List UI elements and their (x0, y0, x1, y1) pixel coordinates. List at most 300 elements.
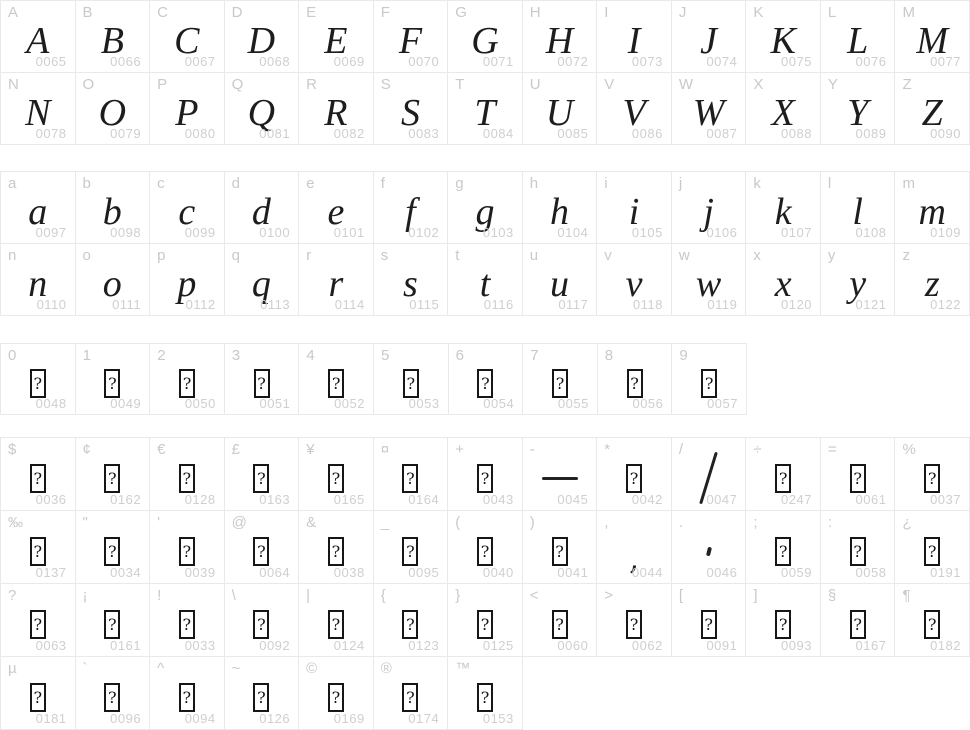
glyph-cell-0077 (895, 1, 970, 73)
script-letter-glyph: h (550, 190, 570, 233)
glyph-cell-0181 (1, 657, 76, 730)
glyph-cell-0087 (672, 73, 747, 145)
cell-character-label: k (753, 175, 761, 192)
cell-character-label: 6 (455, 347, 464, 364)
missing-glyph-box-icon: ? (924, 464, 940, 493)
missing-glyph-box-icon: ? (403, 369, 419, 398)
cell-character-label: - (529, 441, 535, 458)
glyph-cell-0113 (225, 244, 300, 316)
missing-glyph-box-icon: ? (402, 610, 418, 639)
cell-character-label: ~ (231, 660, 241, 677)
cell-unicode-decimal-code: 0094 (184, 711, 216, 726)
glyph-cell-0044 (597, 511, 672, 584)
cell-character-label: h (529, 175, 539, 192)
glyph-cell-0114 (299, 244, 374, 316)
cell-character-label: ¡ (82, 587, 88, 604)
cell-character-label: V (604, 76, 615, 93)
cell-unicode-decimal-code: 0112 (185, 297, 216, 312)
cell-unicode-decimal-code: 0118 (632, 297, 663, 312)
cell-unicode-decimal-code: 0073 (631, 54, 663, 69)
cell-unicode-decimal-code: 0083 (408, 126, 440, 141)
cell-character-label: 4 (306, 347, 315, 364)
cell-unicode-decimal-code: 0106 (706, 225, 738, 240)
cell-unicode-decimal-code: 0044 (631, 565, 663, 580)
glyph-cell-0045 (523, 438, 598, 511)
glyph-cell-0086 (597, 73, 672, 145)
missing-glyph-box-icon: ? (552, 537, 568, 566)
missing-glyph-box-icon: ? (701, 610, 717, 639)
glyph-cell-0049 (76, 344, 151, 415)
glyph-cell-0093 (746, 584, 821, 657)
missing-glyph-box-icon: ? (626, 464, 642, 493)
glyph-cell-0043 (448, 438, 523, 511)
cell-unicode-decimal-code: 0048 (35, 396, 67, 411)
cell-unicode-decimal-code: 0120 (781, 297, 812, 312)
script-letter-glyph: F (398, 19, 423, 62)
glyph-block-uppercase (0, 0, 970, 145)
cell-unicode-decimal-code: 0111 (112, 297, 142, 312)
cell-unicode-decimal-code: 0057 (707, 396, 738, 411)
cell-character-label: + (455, 441, 464, 458)
script-letter-glyph: Q (247, 91, 276, 134)
glyph-cell-0119 (672, 244, 747, 316)
cell-unicode-decimal-code: 0055 (557, 396, 589, 411)
glyph-cell-0068 (225, 1, 300, 73)
cell-unicode-decimal-code: 0042 (631, 492, 663, 507)
cell-unicode-decimal-code: 0067 (184, 54, 216, 69)
glyph-cell-0038 (299, 511, 374, 584)
cell-character-label: g (455, 175, 464, 192)
cell-character-label: 5 (380, 347, 390, 364)
cell-unicode-decimal-code: 0066 (110, 54, 142, 69)
glyph-cell-0169 (299, 657, 374, 730)
glyph-cell-0051 (225, 344, 300, 415)
cell-unicode-decimal-code: 0128 (184, 492, 216, 507)
glyph-cell-0039 (150, 511, 225, 584)
missing-glyph-box-icon: ? (552, 369, 568, 398)
glyph-cell-0105 (597, 172, 672, 244)
cell-unicode-decimal-code: 0169 (333, 711, 365, 726)
glyph-cell-0101 (299, 172, 374, 244)
glyph-cell-0126 (225, 657, 300, 730)
comma-glyph: , (628, 538, 640, 577)
script-letter-glyph: d (251, 190, 271, 233)
glyph-cell-0111 (76, 244, 151, 316)
glyph-cell-0153 (448, 657, 523, 730)
glyph-cell-0091 (672, 584, 747, 657)
cell-character-label: ¢ (82, 441, 91, 458)
cell-unicode-decimal-code: 0082 (333, 126, 365, 141)
cell-unicode-decimal-code: 0117 (558, 297, 589, 312)
cell-character-label: F (380, 4, 390, 21)
glyph-cell-0137 (1, 511, 76, 584)
glyph-cell-0124 (299, 584, 374, 657)
cell-unicode-decimal-code: 0036 (35, 492, 67, 507)
glyph-cell-0076 (821, 1, 896, 73)
script-letter-glyph: V (622, 91, 646, 134)
cell-character-label: $ (8, 441, 17, 458)
glyph-cell-0064 (225, 511, 300, 584)
cell-character-label: 3 (231, 347, 241, 364)
cell-unicode-decimal-code: 0039 (184, 565, 216, 580)
cell-character-label: % (902, 441, 916, 458)
cell-character-label: G (455, 4, 467, 21)
missing-glyph-box-icon: ? (179, 464, 195, 493)
script-letter-glyph: D (247, 19, 276, 62)
cell-character-label: ^ (157, 660, 165, 677)
cell-unicode-decimal-code: 0064 (259, 565, 291, 580)
cell-unicode-decimal-code: 0093 (781, 638, 812, 653)
cell-character-label: * (604, 441, 611, 458)
glyph-cell-0078 (1, 73, 76, 145)
cell-character-label: = (827, 441, 837, 458)
glyph-cell-0125 (448, 584, 523, 657)
cell-unicode-decimal-code: 0052 (334, 396, 365, 411)
cell-character-label: 9 (679, 347, 688, 364)
cell-unicode-decimal-code: 0164 (408, 492, 440, 507)
cell-unicode-decimal-code: 0046 (706, 565, 738, 580)
cell-unicode-decimal-code: 0099 (184, 225, 216, 240)
missing-glyph-box-icon: ? (328, 464, 344, 493)
cell-unicode-decimal-code: 0037 (930, 492, 961, 507)
glyph-cell-0067 (150, 1, 225, 73)
glyph-cell-0073 (597, 1, 672, 73)
cell-character-label: m (902, 175, 915, 192)
cell-unicode-decimal-code: 0097 (35, 225, 67, 240)
missing-glyph-box-icon: ? (477, 610, 493, 639)
cell-character-label: @ (231, 514, 247, 531)
cell-character-label: A (8, 4, 19, 21)
cell-unicode-decimal-code: 0247 (781, 492, 812, 507)
glyph-cell-0070 (374, 1, 449, 73)
cell-character-label: j (678, 175, 683, 192)
cell-unicode-decimal-code: 0104 (557, 225, 589, 240)
missing-glyph-box-icon: ? (775, 610, 791, 639)
missing-glyph-box-icon: ? (30, 464, 46, 493)
cell-unicode-decimal-code: 0049 (110, 396, 142, 411)
cell-unicode-decimal-code: 0059 (781, 565, 812, 580)
missing-glyph-box-icon: ? (253, 537, 269, 566)
missing-glyph-box-icon: ? (477, 537, 493, 566)
missing-glyph-box-icon: ? (104, 683, 120, 712)
glyph-cell-0097 (1, 172, 76, 244)
glyph-cell-0080 (150, 73, 225, 145)
cell-unicode-decimal-code: 0162 (110, 492, 142, 507)
script-letter-glyph: a (28, 190, 48, 233)
missing-glyph-box-icon: ? (179, 610, 195, 639)
cell-character-label: i (604, 175, 608, 192)
missing-glyph-box-icon: ? (253, 464, 269, 493)
script-letter-glyph: R (324, 91, 348, 134)
glyph-cell-0084 (448, 73, 523, 145)
glyph-cell-0128 (150, 438, 225, 511)
cell-unicode-decimal-code: 0058 (855, 565, 887, 580)
cell-unicode-decimal-code: 0125 (482, 638, 514, 653)
glyph-cell-0056 (598, 344, 673, 415)
cell-character-label: { (380, 587, 386, 604)
glyph-cell-0033 (150, 584, 225, 657)
glyph-cell-0121 (821, 244, 896, 316)
glyph-cell-0062 (597, 584, 672, 657)
cell-unicode-decimal-code: 0038 (333, 565, 365, 580)
glyph-cell-0047 (672, 438, 747, 511)
missing-glyph-box-icon: ? (477, 464, 493, 493)
script-letter-glyph: i (628, 190, 640, 233)
cell-unicode-decimal-code: 0121 (855, 297, 887, 312)
cell-unicode-decimal-code: 0105 (631, 225, 663, 240)
glyph-cell-0182 (895, 584, 970, 657)
missing-glyph-box-icon: ? (104, 537, 120, 566)
glyph-cell-0041 (523, 511, 598, 584)
missing-glyph-box-icon: ? (850, 464, 866, 493)
glyph-cell-0165 (299, 438, 374, 511)
cell-character-label: \ (231, 587, 236, 604)
glyph-cell-0053 (374, 344, 449, 415)
cell-unicode-decimal-code: 0182 (930, 638, 961, 653)
cell-unicode-decimal-code: 0076 (855, 54, 887, 69)
script-letter-glyph: c (178, 190, 196, 233)
missing-glyph-box-icon: ? (775, 537, 791, 566)
cell-character-label: / (678, 441, 684, 458)
missing-glyph-box-icon: ? (30, 369, 46, 398)
period-glyph (706, 546, 712, 556)
cell-unicode-decimal-code: 0056 (632, 396, 664, 411)
cell-character-label: 8 (604, 347, 614, 364)
cell-character-label: e (306, 175, 315, 192)
glyph-cell-0071 (448, 1, 523, 73)
glyph-cell-0162 (76, 438, 151, 511)
missing-glyph-box-icon: ? (850, 610, 866, 639)
cell-unicode-decimal-code: 0075 (781, 54, 812, 69)
cell-unicode-decimal-code: 0084 (482, 126, 514, 141)
cell-character-label: B (82, 4, 93, 21)
script-letter-glyph: W (692, 91, 725, 134)
script-letter-glyph: T (474, 91, 496, 134)
cell-character-label: w (678, 247, 690, 264)
cell-unicode-decimal-code: 0043 (482, 492, 514, 507)
glyph-cell-0122 (895, 244, 970, 316)
cell-character-label: ¿ (902, 514, 912, 531)
glyph-cell-0163 (225, 438, 300, 511)
glyph-cell-0110 (1, 244, 76, 316)
cell-unicode-decimal-code: 0137 (35, 565, 67, 580)
cell-unicode-decimal-code: 0089 (855, 126, 887, 141)
missing-glyph-box-icon: ? (850, 537, 866, 566)
script-letter-glyph: U (545, 91, 574, 134)
cell-unicode-decimal-code: 0126 (259, 711, 291, 726)
cell-character-label: _ (380, 514, 390, 531)
script-letter-glyph: k (774, 190, 792, 233)
missing-glyph-box-icon: ? (30, 537, 46, 566)
missing-glyph-box-icon: ? (626, 610, 642, 639)
cell-character-label: q (231, 247, 240, 264)
missing-glyph-box-icon: ? (328, 369, 344, 398)
cell-character-label: M (902, 4, 915, 21)
cell-character-label: W (678, 76, 694, 93)
cell-character-label: D (231, 4, 243, 21)
cell-unicode-decimal-code: 0091 (706, 638, 738, 653)
cell-character-label: & (306, 514, 317, 531)
cell-unicode-decimal-code: 0088 (781, 126, 812, 141)
cell-unicode-decimal-code: 0098 (110, 225, 142, 240)
glyph-cell-0095 (374, 511, 449, 584)
cell-unicode-decimal-code: 0085 (557, 126, 589, 141)
cell-character-label: ; (753, 514, 758, 531)
cell-unicode-decimal-code: 0101 (333, 225, 365, 240)
cell-character-label: n (8, 247, 17, 264)
cell-character-label: ¥ (306, 441, 315, 458)
cell-character-label: > (604, 587, 614, 604)
cell-character-label: p (157, 247, 166, 264)
glyph-cell-0050 (150, 344, 225, 415)
cell-character-label: : (827, 514, 833, 531)
cell-character-label: s (380, 247, 389, 264)
glyph-cell-0083 (374, 73, 449, 145)
glyph-cell-0102 (374, 172, 449, 244)
cell-character-label: ( (455, 514, 461, 531)
missing-glyph-box-icon: ? (104, 610, 120, 639)
cell-character-label: § (827, 587, 837, 604)
script-letter-glyph: y (849, 262, 867, 305)
glyph-cell-0094 (150, 657, 225, 730)
cell-unicode-decimal-code: 0086 (631, 126, 663, 141)
cell-character-label: [ (678, 587, 684, 604)
cell-character-label: c (157, 175, 165, 192)
script-letter-glyph: L (847, 19, 869, 62)
cell-character-label: } (455, 587, 461, 604)
glyph-cell-0085 (523, 73, 598, 145)
cell-character-label: r (306, 247, 312, 264)
missing-glyph-box-icon: ? (104, 369, 120, 398)
glyph-cell-0054 (449, 344, 524, 415)
glyph-cell-0090 (895, 73, 970, 145)
glyph-cell-0106 (672, 172, 747, 244)
cell-unicode-decimal-code: 0078 (35, 126, 67, 141)
cell-unicode-decimal-code: 0122 (930, 297, 961, 312)
cell-character-label: | (306, 587, 311, 604)
glyph-cell-0059 (746, 511, 821, 584)
cell-unicode-decimal-code: 0174 (408, 711, 440, 726)
missing-glyph-box-icon: ? (402, 464, 418, 493)
cell-unicode-decimal-code: 0061 (855, 492, 887, 507)
glyph-cell-0088 (746, 73, 821, 145)
script-letter-glyph: x (774, 262, 792, 305)
glyph-cell-0098 (76, 172, 151, 244)
glyph-block-digits (0, 343, 747, 415)
glyph-cell-0057 (672, 344, 747, 415)
missing-glyph-box-icon: ? (477, 683, 493, 712)
cell-character-label: L (827, 4, 837, 21)
cell-unicode-decimal-code: 0107 (781, 225, 812, 240)
missing-glyph-box-icon: ? (402, 683, 418, 712)
glyph-cell-0107 (746, 172, 821, 244)
cell-character-label: C (157, 4, 168, 21)
script-letter-glyph: e (327, 190, 345, 233)
script-letter-glyph: b (102, 190, 122, 233)
missing-glyph-box-icon: ? (254, 369, 270, 398)
missing-glyph-box-icon: ? (253, 683, 269, 712)
glyph-cell-0040 (448, 511, 523, 584)
cell-unicode-decimal-code: 0124 (333, 638, 365, 653)
cell-unicode-decimal-code: 0051 (259, 396, 291, 411)
cell-character-label: v (604, 247, 612, 264)
script-letter-glyph: t (479, 262, 491, 305)
glyph-cell-0112 (150, 244, 225, 316)
cell-character-label: J (678, 4, 687, 21)
glyph-cell-0034 (76, 511, 151, 584)
glyph-cell-0063 (1, 584, 76, 657)
cell-character-label: I (604, 4, 609, 21)
cell-character-label: E (306, 4, 317, 21)
glyph-cell-0123 (374, 584, 449, 657)
missing-glyph-box-icon: ? (30, 610, 46, 639)
cell-unicode-decimal-code: 0041 (557, 565, 589, 580)
cell-character-label: N (8, 76, 19, 93)
script-letter-glyph: Y (847, 91, 869, 134)
glyph-cell-0100 (225, 172, 300, 244)
cell-character-label: ‰ (8, 514, 23, 531)
cell-unicode-decimal-code: 0102 (408, 225, 440, 240)
cell-unicode-decimal-code: 0119 (707, 297, 738, 312)
missing-glyph-box-icon: ? (775, 464, 791, 493)
cell-unicode-decimal-code: 0060 (557, 638, 589, 653)
missing-glyph-box-icon: ? (179, 537, 195, 566)
cell-unicode-decimal-code: 0034 (110, 565, 142, 580)
cell-unicode-decimal-code: 0074 (706, 54, 738, 69)
cell-unicode-decimal-code: 0167 (855, 638, 887, 653)
cell-character-label: ) (529, 514, 535, 531)
cell-unicode-decimal-code: 0080 (184, 126, 216, 141)
glyph-cell-0060 (523, 584, 598, 657)
cell-character-label: K (753, 4, 764, 21)
script-letter-glyph: J (700, 19, 718, 62)
cell-unicode-decimal-code: 0100 (259, 225, 291, 240)
cell-unicode-decimal-code: 0153 (482, 711, 514, 726)
script-letter-glyph: G (471, 19, 499, 62)
glyph-cell-0052 (299, 344, 374, 415)
glyph-cell-0161 (76, 584, 151, 657)
cell-character-label: 0 (8, 347, 17, 364)
cell-character-label: < (529, 587, 539, 604)
cell-unicode-decimal-code: 0115 (409, 297, 440, 312)
glyph-block-lowercase (0, 171, 970, 316)
glyph-cell-0109 (895, 172, 970, 244)
cell-character-label: a (8, 175, 17, 192)
script-letter-glyph: z (924, 262, 940, 305)
cell-character-label: o (82, 247, 91, 264)
glyph-cell-0247 (746, 438, 821, 511)
script-letter-glyph: m (918, 190, 946, 233)
missing-glyph-box-icon: ? (552, 610, 568, 639)
cell-unicode-decimal-code: 0087 (706, 126, 738, 141)
cell-character-label: b (82, 175, 91, 192)
glyph-cell-0069 (299, 1, 374, 73)
script-letter-glyph: r (328, 262, 344, 305)
cell-unicode-decimal-code: 0114 (334, 297, 365, 312)
cell-unicode-decimal-code: 0108 (855, 225, 887, 240)
cell-character-label: ÷ (753, 441, 762, 458)
cell-unicode-decimal-code: 0068 (259, 54, 291, 69)
cell-unicode-decimal-code: 0033 (184, 638, 216, 653)
script-letter-glyph: s (403, 262, 418, 305)
script-letter-glyph: X (771, 91, 795, 134)
glyph-cell-0048 (1, 344, 76, 415)
cell-unicode-decimal-code: 0163 (259, 492, 291, 507)
cell-unicode-decimal-code: 0071 (482, 54, 514, 69)
script-letter-glyph: q (251, 262, 271, 305)
cell-character-label: z (902, 247, 910, 264)
glyph-cell-0082 (299, 73, 374, 145)
